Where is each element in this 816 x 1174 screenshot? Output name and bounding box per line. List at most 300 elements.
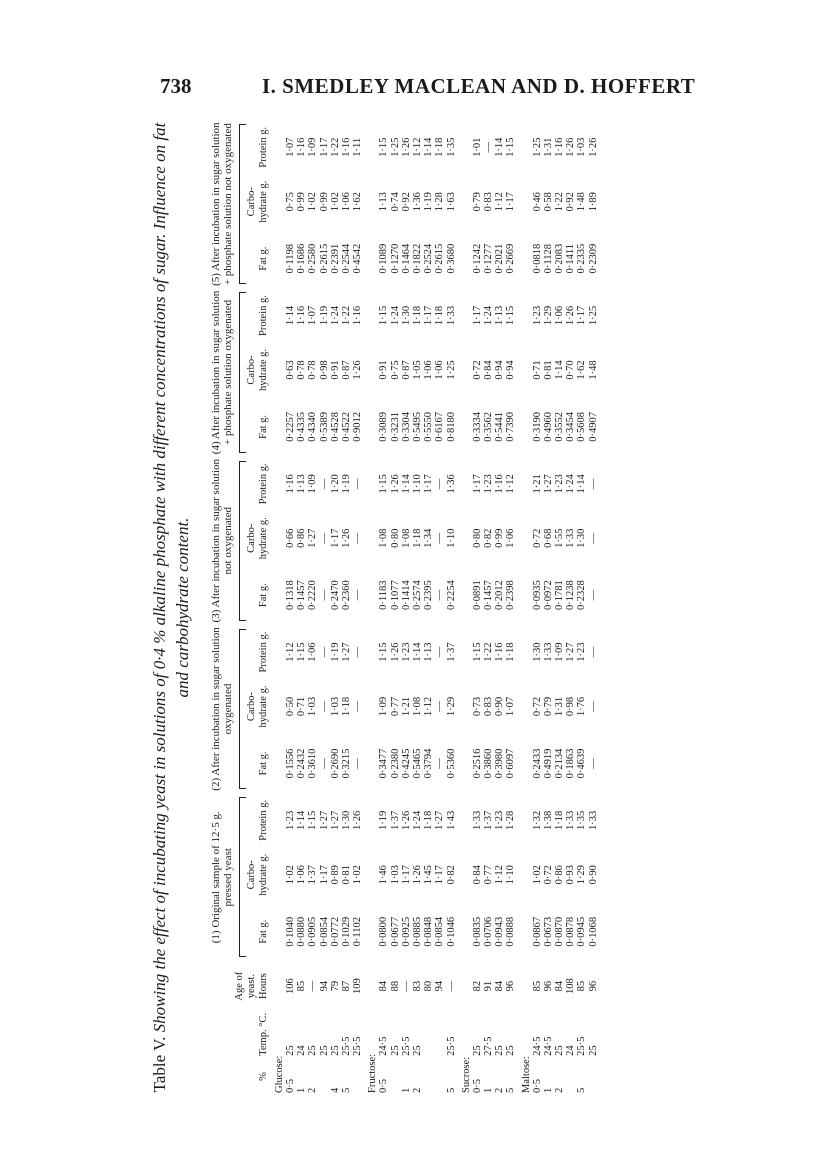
value-cell: 1·02 — [531, 865, 543, 885]
value-cell: 0·90 — [494, 696, 506, 717]
table-row — [401, 120, 412, 1095]
concentration-cell — [390, 1058, 401, 1095]
value-cell: 0·3860 — [483, 748, 495, 779]
value-cell: 1·13 — [494, 305, 506, 326]
value-cell: 0·1457 — [296, 580, 308, 611]
value-cell: 1·33 — [542, 642, 554, 662]
value-cell: 1·26 — [400, 810, 412, 830]
value-cell: 0·0867 — [531, 916, 543, 947]
temperature-cell: 25·5 — [352, 1036, 364, 1056]
value-cell: 1·06 — [434, 360, 446, 380]
value-cell: 0·90 — [587, 865, 599, 885]
age-cell: 85 — [531, 980, 543, 992]
temperature-cell: 24 — [296, 1045, 308, 1056]
running-head: I. SMEDLEY MACLEAN AND D. HOFFERT — [262, 74, 696, 98]
age-cell: 106 — [285, 978, 296, 995]
value-cell: 0·68 — [542, 528, 554, 548]
value-cell: 1·08 — [378, 528, 390, 548]
value-cell: 0·2380 — [389, 748, 401, 779]
value-cell: 0·1822 — [412, 243, 424, 274]
value-cell: 0·0870 — [554, 916, 566, 947]
table-row — [307, 120, 318, 1095]
value-cell: 0·0848 — [423, 916, 435, 947]
sugar-label: Fructose: — [367, 1053, 379, 1093]
value-cell: 1·17 — [471, 305, 483, 326]
table-row — [378, 120, 389, 1095]
concentration-cell: 2 — [494, 1087, 506, 1093]
value-cell: 0·3089 — [378, 412, 390, 442]
data-table — [210, 120, 599, 1095]
value-cell: 0·58 — [542, 192, 554, 212]
concentration-cell: 1 — [483, 1087, 495, 1093]
value-cell: 1·15 — [296, 642, 308, 662]
value-cell: 0·0935 — [531, 580, 543, 611]
concentration-cell: 5 — [505, 1087, 517, 1093]
table-row — [472, 120, 483, 1095]
value-cell: 0·4639 — [576, 748, 588, 779]
value-cell: 1·14 — [400, 474, 412, 494]
value-cell: 1·19 — [378, 810, 390, 830]
age-cell: 79 — [329, 980, 341, 992]
value-cell: 0·5608 — [576, 412, 588, 442]
group-brace — [239, 629, 246, 789]
sugar-section-row — [270, 120, 285, 1095]
value-cell: 0·84 — [471, 865, 483, 885]
col-header-fat: Fat g. — [258, 751, 269, 776]
value-cell: 1·06 — [341, 192, 353, 212]
value-cell: 1·07 — [505, 696, 517, 717]
temperature-cell: 24·5 — [531, 1036, 543, 1056]
value-cell: 0·3334 — [471, 412, 483, 442]
temperature-cell: 25 — [554, 1045, 566, 1056]
value-cell: 0·1029 — [341, 916, 353, 947]
value-cell: 1·32 — [531, 810, 543, 830]
table-row — [319, 120, 330, 1095]
value-cell: — — [434, 533, 446, 544]
value-cell: 0·71 — [531, 360, 543, 380]
value-cell: 0·1414 — [400, 580, 412, 611]
value-cell: 0·2220 — [307, 580, 319, 611]
value-cell: 0·2021 — [494, 243, 506, 274]
value-cell: 0·2309 — [587, 243, 599, 274]
value-cell: 0·78 — [307, 360, 319, 380]
temperature-cell: 25·5 — [576, 1036, 588, 1056]
value-cell: 0·4907 — [587, 412, 599, 442]
value-cell: 0·70 — [565, 360, 577, 380]
value-cell: 1·16 — [296, 137, 308, 157]
value-cell: 0·1102 — [352, 917, 364, 947]
value-cell: 1·37 — [389, 810, 401, 830]
value-cell: 1·23 — [531, 305, 543, 326]
concentration-cell: 1 — [400, 1087, 412, 1093]
value-cell: 1·24 — [483, 305, 495, 326]
value-cell: 0·5495 — [412, 412, 424, 442]
value-cell: 1·09 — [378, 696, 390, 717]
value-cell: 0·81 — [341, 865, 353, 885]
value-cell: 1·26 — [389, 474, 401, 494]
value-cell: 1·26 — [412, 865, 424, 885]
value-cell: 0·2083 — [554, 243, 566, 274]
value-cell: 0·4919 — [542, 748, 554, 779]
temperature-cell: 25·5 — [341, 1036, 353, 1056]
value-cell: — — [587, 533, 599, 544]
value-cell: 0·1198 — [285, 243, 296, 274]
value-cell: 0·5550 — [423, 412, 435, 442]
value-cell: 1·18 — [554, 810, 566, 830]
group-header-3: (3) After incubation in sugar solution not oxygenated — [210, 459, 234, 623]
age-cell: 84 — [378, 980, 390, 992]
concentration-cell: 2 — [307, 1087, 319, 1093]
group-header-2: (2) After incubation in sugar solution oxygenated — [210, 627, 234, 791]
value-cell: 0·0800 — [378, 916, 390, 947]
value-cell: 1·14 — [412, 642, 424, 662]
value-cell: — — [352, 646, 364, 658]
value-cell: 1·13 — [423, 642, 435, 662]
value-cell: 1·12 — [494, 865, 506, 885]
value-cell: — — [434, 478, 446, 490]
value-cell: 1·12 — [285, 642, 296, 662]
age-cell: 109 — [352, 978, 364, 995]
value-cell: 0·1238 — [565, 580, 577, 611]
value-cell: 0·3304 — [400, 412, 412, 442]
value-cell: — — [587, 701, 599, 712]
temperature-cell: 24·5 — [542, 1036, 554, 1056]
value-cell: — — [352, 478, 364, 490]
value-cell: 1·33 — [587, 810, 599, 830]
value-cell: 1·20 — [329, 474, 341, 494]
value-cell: 0·3610 — [307, 748, 319, 779]
value-cell: 0·46 — [531, 192, 543, 212]
col-header-protein: Protein g. — [258, 126, 269, 168]
sugar-section-row — [517, 120, 532, 1095]
value-cell: 1·23 — [576, 642, 588, 662]
concentration-cell — [319, 1058, 330, 1095]
concentration-cell: 5 — [576, 1087, 588, 1093]
value-cell: 1·02 — [352, 865, 364, 885]
value-cell: 1·37 — [483, 810, 495, 830]
value-cell: 1·28 — [505, 810, 517, 830]
value-cell: 1·16 — [296, 305, 308, 326]
value-cell: 1·17 — [318, 865, 330, 885]
value-cell: 0·6167 — [434, 412, 446, 442]
col-header-percent: % — [258, 1072, 269, 1081]
sugar-label: Maltose: — [520, 1056, 532, 1093]
value-cell: 1·15 — [378, 137, 390, 157]
value-cell: 0·2615 — [434, 243, 446, 274]
col-header-fat: Fat g. — [258, 414, 269, 439]
value-cell: 0·2470 — [329, 580, 341, 611]
value-cell: 0·86 — [296, 528, 308, 548]
concentration-cell — [434, 1058, 445, 1095]
value-cell: 0·86 — [554, 865, 566, 885]
value-cell: 0·92 — [565, 192, 577, 212]
value-cell: 0·2360 — [341, 580, 353, 611]
value-cell: 1·08 — [412, 696, 424, 717]
value-cell: 1·43 — [445, 810, 457, 830]
value-cell: 1·24 — [389, 305, 401, 326]
value-cell: 1·02 — [329, 192, 341, 212]
value-cell: 1·10 — [412, 474, 424, 494]
value-cell: 1·26 — [400, 137, 412, 157]
value-cell: 1·29 — [576, 865, 588, 885]
value-cell: 0·1046 — [445, 916, 457, 947]
value-cell: 0·4340 — [307, 412, 319, 442]
group-brace — [239, 461, 246, 621]
age-cell: 84 — [494, 980, 506, 992]
value-cell: 0·0673 — [542, 916, 554, 947]
value-cell: 1·17 — [400, 865, 412, 885]
value-cell: 1·23 — [285, 810, 296, 830]
temperature-cell: 25 — [389, 1045, 401, 1056]
value-cell: 0·91 — [329, 360, 341, 380]
value-cell: — — [587, 478, 599, 490]
value-cell: — — [483, 142, 495, 153]
value-cell: 1·19 — [329, 642, 341, 662]
table-row — [576, 120, 587, 1095]
value-cell: 0·4245 — [400, 748, 412, 779]
table-row — [296, 120, 307, 1095]
value-cell: 1·30 — [531, 642, 543, 662]
value-cell: 1·23 — [554, 474, 566, 494]
value-cell: 0·0925 — [400, 916, 412, 947]
value-cell: 0·4522 — [341, 412, 353, 442]
value-cell: 1·16 — [352, 305, 364, 326]
value-cell: 1·27 — [542, 474, 554, 494]
value-cell: 0·77 — [389, 696, 401, 717]
value-cell: 1·09 — [307, 474, 319, 494]
age-cell: — — [445, 980, 457, 992]
table-row — [341, 120, 352, 1095]
value-cell: 0·2257 — [285, 412, 296, 442]
value-cell: 1·89 — [587, 192, 599, 212]
value-cell: 0·3980 — [494, 748, 506, 779]
value-cell: — — [434, 589, 446, 601]
group-brace — [239, 797, 246, 957]
value-cell: 1·19 — [341, 474, 353, 494]
value-cell: 0·4542 — [352, 243, 364, 274]
value-cell: 1·37 — [307, 865, 319, 885]
temperature-cell: 25 — [505, 1045, 517, 1056]
value-cell: 1·02 — [307, 192, 319, 212]
value-cell: 0·2012 — [494, 580, 506, 611]
value-cell: 1·24 — [565, 474, 577, 494]
value-cell: 1·03 — [576, 137, 588, 157]
value-cell: 0·98 — [318, 360, 330, 380]
value-cell: 0·80 — [389, 528, 401, 548]
value-cell: 0·89 — [329, 865, 341, 885]
value-cell: 1·16 — [554, 137, 566, 157]
value-cell: 1·22 — [341, 305, 353, 326]
value-cell: 1·14 — [554, 360, 566, 380]
value-cell: 0·0835 — [471, 916, 483, 947]
value-cell: 1·13 — [378, 192, 390, 212]
value-cell: 0·2524 — [423, 243, 435, 274]
value-cell: 0·0854 — [434, 916, 446, 947]
temperature-cell: 25 — [412, 1045, 424, 1056]
temperature-cell: 24 — [565, 1045, 577, 1056]
temperature-cell: 25·5 — [400, 1036, 412, 1056]
value-cell: 0·0878 — [565, 916, 577, 947]
concentration-cell: 0·5 — [378, 1079, 390, 1093]
value-cell: 0·99 — [318, 192, 330, 212]
value-cell: 1·17 — [318, 137, 330, 157]
value-cell: 1·33 — [565, 528, 577, 548]
value-cell: — — [434, 646, 446, 658]
value-cell: 0·1242 — [471, 243, 483, 274]
value-cell: — — [587, 589, 599, 601]
value-cell: 0·84 — [483, 360, 495, 380]
value-cell: 0·3454 — [565, 412, 577, 442]
age-cell: 94 — [318, 980, 330, 992]
value-cell: 1·33 — [471, 810, 483, 830]
value-cell: 1·76 — [576, 696, 588, 717]
value-cell: 0·3215 — [341, 748, 353, 779]
value-cell: 0·0888 — [505, 916, 517, 947]
value-cell: 1·37 — [445, 642, 457, 662]
value-cell: 1·14 — [296, 810, 308, 830]
rotated-table-block — [140, 120, 680, 1095]
value-cell: 0·1457 — [483, 580, 495, 611]
temperature-cell: 27·5 — [483, 1036, 495, 1056]
value-cell: 1·30 — [341, 810, 353, 830]
value-cell: 1·14 — [494, 137, 506, 157]
value-cell: 1·27 — [434, 810, 446, 830]
value-cell: 0·79 — [471, 192, 483, 212]
value-cell: 0·87 — [400, 360, 412, 380]
value-cell: 0·93 — [565, 865, 577, 885]
value-cell: 0·50 — [285, 696, 296, 717]
value-cell: 1·21 — [400, 696, 412, 717]
temperature-cell: 25 — [471, 1045, 483, 1056]
value-cell: 0·3231 — [389, 412, 401, 442]
value-cell: 1·23 — [483, 474, 495, 494]
temperature-cell: 25 — [285, 1045, 296, 1056]
temperature-cell: 25 — [329, 1045, 341, 1056]
value-cell: 1·35 — [576, 810, 588, 830]
value-cell: 0·1128 — [542, 243, 554, 274]
value-cell: 1·31 — [542, 137, 554, 157]
value-cell: 1·31 — [554, 696, 566, 717]
value-cell: 1·06 — [423, 360, 435, 380]
value-cell: 1·10 — [445, 528, 457, 548]
value-cell: 1·26 — [389, 642, 401, 662]
temperature-cell: 25 — [318, 1045, 330, 1056]
value-cell: 1·15 — [505, 305, 517, 326]
value-cell: 1·48 — [576, 192, 588, 212]
value-cell: 1·05 — [412, 360, 424, 380]
concentration-cell: 0·5 — [471, 1079, 483, 1093]
value-cell: 1·30 — [400, 305, 412, 326]
value-cell: 0·9012 — [352, 412, 364, 442]
value-cell: — — [318, 533, 330, 544]
value-cell: 1·17 — [423, 474, 435, 494]
value-cell: 0·5360 — [445, 748, 457, 779]
age-cell: 96 — [542, 980, 554, 992]
col-header-fat: Fat g. — [258, 246, 269, 271]
value-cell: 1·17 — [505, 192, 517, 212]
col-header-carbohydrate: Carbo- hydrate g. — [246, 685, 269, 728]
concentration-cell: 1 — [296, 1087, 308, 1093]
value-cell: 0·1277 — [483, 243, 495, 274]
value-cell: 1·15 — [378, 305, 390, 326]
value-cell: 0·99 — [296, 192, 308, 212]
caption-text: Showing the effect of incubating yeast in solutions of 0·4 % alkaline phosphate with different concentrations of sugar. Influence on fat and carbohydrate content. — [150, 122, 192, 1033]
value-cell: 1·26 — [565, 137, 577, 157]
value-cell: 0·75 — [389, 360, 401, 380]
col-header-carbohydrate: Carbo- hydrate g. — [246, 180, 269, 223]
value-cell: — — [318, 589, 330, 601]
col-header-protein: Protein g. — [258, 631, 269, 673]
value-cell: 1·18 — [434, 137, 446, 157]
group-header-4: (4) After incubation in sugar solution + phosphate solution oxygenated — [210, 290, 234, 455]
value-cell: 0·63 — [285, 360, 296, 380]
value-cell: 1·12 — [423, 696, 435, 717]
value-cell: 1·17 — [576, 305, 588, 326]
value-cell: 1·12 — [412, 137, 424, 157]
sugar-label: Sucrose: — [460, 1056, 472, 1093]
value-cell: 1·18 — [434, 305, 446, 326]
table-row — [446, 120, 457, 1095]
temperature-cell: 24·5 — [378, 1036, 390, 1056]
value-cell: 0·3477 — [378, 748, 390, 779]
value-cell: — — [352, 758, 364, 769]
value-cell: 0·94 — [505, 360, 517, 380]
concentration-cell — [352, 1058, 363, 1095]
value-cell: 1·17 — [434, 865, 446, 885]
value-cell: 0·2580 — [307, 243, 319, 274]
temperature-cell: 25 — [307, 1045, 319, 1056]
value-cell: 0·82 — [483, 528, 495, 548]
value-cell: 1·19 — [423, 192, 435, 212]
value-cell: 0·72 — [531, 528, 543, 548]
value-cell: 1·19 — [318, 305, 330, 326]
col-header-fat: Fat g. — [258, 919, 269, 944]
temperature-cell: 25 — [494, 1045, 506, 1056]
value-cell: 0·0945 — [576, 916, 588, 947]
value-cell: 1·62 — [352, 192, 364, 212]
age-cell: — — [307, 980, 319, 992]
value-cell: 0·0677 — [389, 916, 401, 947]
value-cell: 1·18 — [412, 528, 424, 548]
value-cell: 0·72 — [531, 696, 543, 717]
value-cell: 1·09 — [554, 642, 566, 662]
value-cell: — — [434, 758, 446, 769]
value-cell: 1·22 — [483, 642, 495, 662]
table-row — [565, 120, 576, 1095]
value-cell: — — [318, 701, 330, 712]
group-brace — [239, 292, 246, 452]
value-cell: 1·24 — [329, 305, 341, 326]
value-cell: 1·29 — [445, 696, 457, 717]
value-cell: 1·06 — [307, 642, 319, 662]
value-cell: 1·07 — [307, 305, 319, 326]
value-cell: 0·7390 — [505, 412, 517, 442]
value-cell: 1·62 — [576, 360, 588, 380]
age-cell: 96 — [505, 980, 517, 992]
value-cell: 1·16 — [494, 642, 506, 662]
value-cell: 1·17 — [329, 528, 341, 548]
value-cell: 0·4335 — [296, 412, 308, 442]
value-cell: 0·74 — [389, 192, 401, 212]
value-cell: 1·26 — [352, 360, 364, 380]
value-cell: 1·03 — [329, 696, 341, 717]
value-cell: 0·98 — [565, 696, 577, 717]
age-cell: 87 — [341, 980, 353, 992]
value-cell: 0·77 — [483, 865, 495, 885]
value-cell: 1·36 — [445, 474, 457, 494]
value-cell: 0·0891 — [471, 580, 483, 611]
value-cell: 1·27 — [318, 810, 330, 830]
